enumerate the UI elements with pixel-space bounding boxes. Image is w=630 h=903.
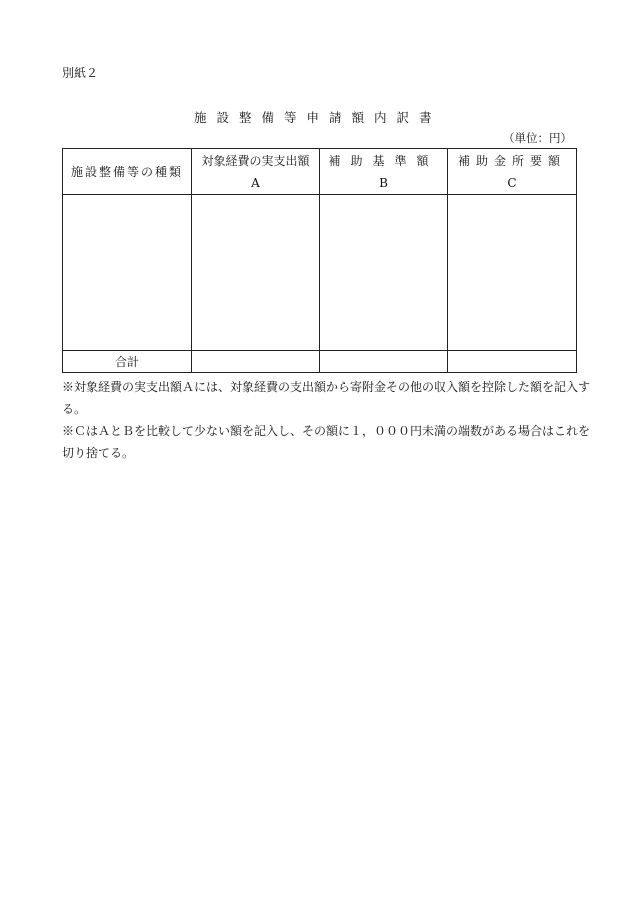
header-subsidy-required-label: 補助金所要額 xyxy=(457,153,566,168)
total-label: 合計 xyxy=(63,351,192,373)
entry-row xyxy=(63,195,577,351)
header-subsidy-required xyxy=(448,149,577,195)
entry-subsidy-required-cell[interactable] xyxy=(448,195,577,351)
document-title: 施設整備等申請額内訳書 xyxy=(194,110,442,125)
header-actual-expenditure-label: 対象経費の実支出額 xyxy=(201,153,310,168)
entry-facility-type-cell[interactable] xyxy=(63,195,192,351)
total-actual-expenditure-cell[interactable] xyxy=(192,351,320,373)
note-actual-expenditure: ※対象経費の実支出額Ａには、対象経費の支出額から寄附金その他の収入額を控除した額を記入する。 xyxy=(62,380,591,416)
header-subsidy-standard xyxy=(320,149,448,195)
header-row xyxy=(63,149,577,195)
note-subsidy-required: ※ＣはＡとＢを比較して少ない額を記入し、その額に１，０００円未満の端数がある場合はこれを切り捨てる。 xyxy=(62,424,591,460)
header-subsidy-required-letter: C xyxy=(507,175,517,190)
entry-actual-expenditure-cell[interactable] xyxy=(192,195,320,351)
header-facility-type: 施設整備等の種類 xyxy=(63,149,192,195)
attachment-label: 別紙２ xyxy=(62,66,99,80)
header-subsidy-standard-letter: B xyxy=(379,175,388,190)
entry-subsidy-standard-cell[interactable] xyxy=(320,195,448,351)
total-subsidy-required-cell[interactable] xyxy=(448,351,577,373)
header-actual-expenditure-letter: A xyxy=(251,175,260,190)
header-subsidy-standard-label: 補助基準額 xyxy=(328,153,439,168)
breakdown-table xyxy=(62,148,577,373)
header-actual-expenditure xyxy=(192,149,320,195)
notes-section xyxy=(62,376,592,464)
total-subsidy-standard-cell[interactable] xyxy=(320,351,448,373)
unit-label: （単位：円） xyxy=(503,131,572,145)
total-row xyxy=(63,351,577,373)
